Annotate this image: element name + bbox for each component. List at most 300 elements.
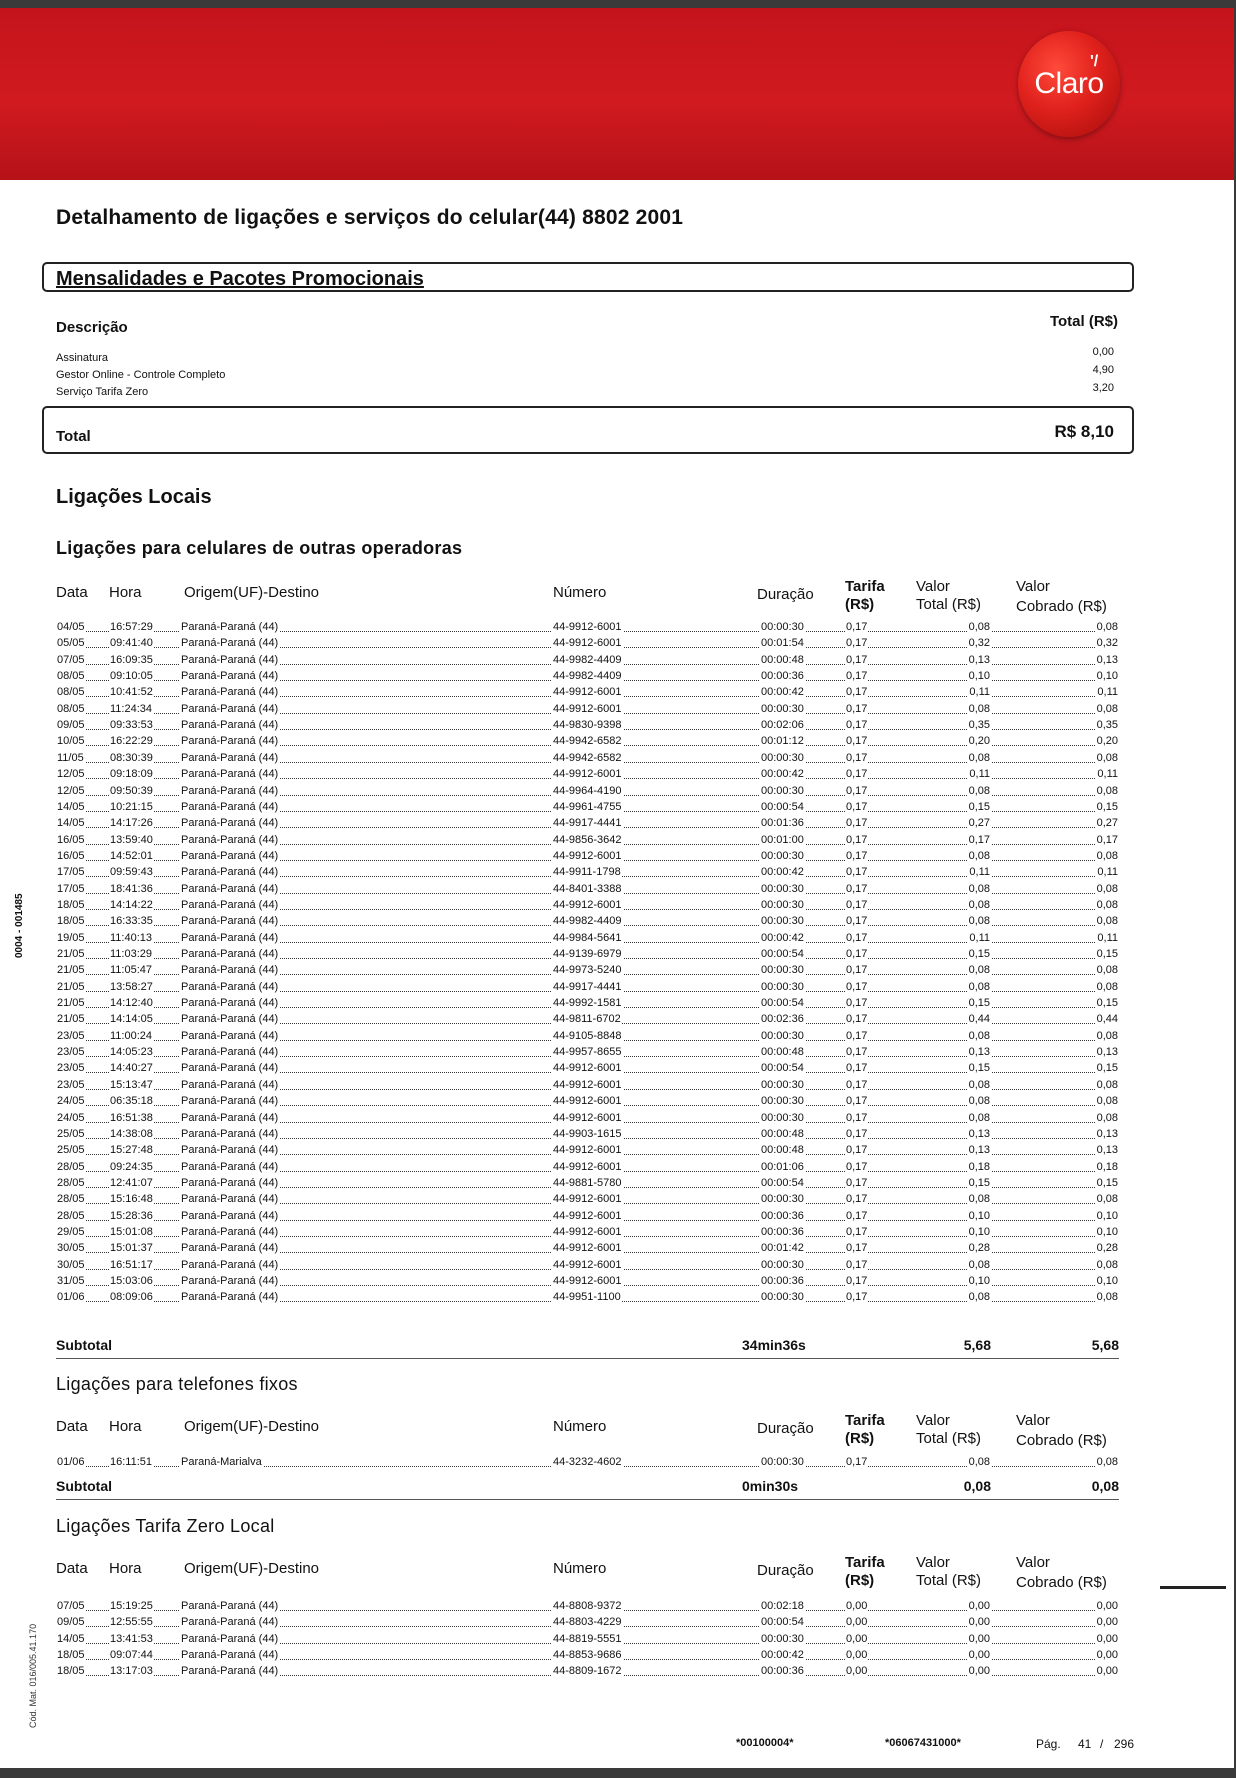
call-duration: 00:00:30 (761, 1078, 804, 1091)
call-rate: 0,17 (846, 1013, 868, 1026)
call-charged-value: 0,08 (1096, 1258, 1118, 1271)
call-total-value: 0,08 (968, 1193, 990, 1206)
call-time: 15:19:25 (110, 1600, 153, 1612)
logo-spark-icon: '/ (1090, 53, 1099, 70)
header-band (0, 8, 1234, 180)
fee-value: 3,20 (1092, 382, 1114, 394)
call-row (56, 733, 1119, 749)
call-total-value: 0,10 (968, 1209, 990, 1222)
column-header-vt-1: Valor (916, 1412, 950, 1429)
call-duration: 00:00:30 (761, 751, 804, 764)
call-charged-value: 0,00 (1096, 1632, 1118, 1645)
call-duration: 00:00:30 (761, 882, 804, 895)
call-row (56, 1224, 1119, 1240)
subtotal-duration: 34min36s (742, 1337, 806, 1353)
call-total-value: 0,10 (968, 670, 990, 683)
call-total-value: 0,13 (968, 1046, 990, 1059)
column-header-tarifa-1: Tarifa (845, 578, 885, 595)
call-duration: 00:00:30 (761, 964, 804, 977)
call-number: 44-9992-1581 (553, 997, 622, 1010)
column-header-hora: Hora (109, 584, 142, 601)
call-route: Paraná-Paraná (44) (181, 849, 279, 862)
call-total-value: 0,08 (968, 964, 990, 977)
call-total-value: 0,10 (968, 1225, 990, 1238)
call-number: 44-9942-6582 (553, 751, 622, 764)
call-rate: 0,17 (846, 882, 868, 895)
call-number: 44-9942-6582 (553, 735, 622, 748)
call-route: Paraná-Paraná (44) (181, 686, 279, 699)
call-row (56, 1077, 1119, 1093)
call-time: 14:14:05 (110, 1013, 153, 1026)
call-number: 44-9912-6001 (553, 621, 622, 633)
call-row (56, 1631, 1119, 1647)
call-rate: 0,17 (846, 948, 868, 960)
page-label: Pág. (1036, 1737, 1061, 1751)
call-duration: 00:00:30 (761, 1258, 804, 1271)
call-date: 18/05 (57, 1665, 85, 1678)
call-duration: 00:00:36 (761, 1275, 804, 1287)
page-separator: / (1100, 1737, 1104, 1751)
subtotal-duration: 0min30s (742, 1478, 799, 1494)
column-header-vt-1: Valor (916, 1554, 950, 1571)
call-charged-value: 0,11 (1097, 686, 1118, 699)
call-duration: 00:00:30 (761, 915, 804, 928)
call-charged-value: 0,15 (1096, 800, 1118, 813)
column-header-numero: Número (553, 1418, 607, 1435)
call-date: 23/05 (57, 1029, 85, 1042)
call-duration: 00:00:30 (761, 784, 804, 797)
call-route: Paraná-Marialva (181, 1456, 262, 1468)
call-time: 14:05:23 (110, 1046, 153, 1059)
call-route: Paraná-Paraná (44) (181, 1160, 279, 1173)
column-header-data: Data (56, 1560, 88, 1577)
call-number: 44-9912-6001 (553, 1111, 622, 1124)
call-number: 44-9912-6001 (553, 898, 622, 911)
tarifa-zero-title: Ligações Tarifa Zero Local (56, 1516, 275, 1536)
call-route: Paraná-Paraná (44) (181, 898, 279, 911)
call-duration: 00:01:12 (761, 735, 804, 748)
call-number: 44-8819-5551 (553, 1632, 622, 1645)
call-route: Paraná-Paraná (44) (181, 882, 279, 895)
column-header-numero: Número (553, 1560, 607, 1577)
call-row (56, 979, 1119, 995)
call-rate: 0,00 (846, 1648, 868, 1661)
call-date: 09/05 (57, 1616, 85, 1629)
call-rate: 0,17 (846, 1225, 868, 1238)
call-charged-value: 0,10 (1096, 1275, 1118, 1287)
call-route: Paraná-Paraná (44) (181, 1665, 279, 1678)
call-route: Paraná-Paraná (44) (181, 1600, 279, 1612)
call-date: 16/05 (57, 849, 85, 862)
column-header-vc-2: Cobrado (R$) (1016, 598, 1107, 615)
call-duration: 00:00:30 (761, 621, 804, 633)
call-time: 12:41:07 (110, 1176, 153, 1189)
call-time: 09:10:05 (110, 670, 153, 683)
call-number: 44-9912-6001 (553, 1193, 622, 1206)
call-row (56, 1208, 1119, 1224)
call-number: 44-9911-1798 (553, 866, 621, 879)
call-charged-value: 0,35 (1096, 719, 1118, 732)
call-total-value: 0,08 (968, 784, 990, 797)
call-route: Paraná-Paraná (44) (181, 1209, 279, 1222)
call-total-value: 0,08 (968, 751, 990, 764)
call-charged-value: 0,08 (1096, 849, 1118, 862)
call-row (56, 1126, 1119, 1142)
total-label: Total (56, 428, 91, 445)
call-time: 13:17:03 (110, 1665, 153, 1678)
call-route: Paraná-Paraná (44) (181, 1144, 279, 1157)
call-date: 07/05 (57, 1600, 85, 1612)
call-total-value: 0,15 (968, 997, 990, 1010)
call-rate: 0,17 (846, 1291, 868, 1304)
call-date: 23/05 (57, 1046, 85, 1059)
call-time: 09:07:44 (110, 1648, 153, 1661)
call-rate: 0,17 (846, 817, 868, 830)
call-number: 44-8803-4229 (553, 1616, 622, 1629)
call-row (56, 750, 1119, 766)
call-time: 13:58:27 (110, 980, 153, 993)
call-rate: 0,00 (846, 1600, 868, 1612)
call-total-value: 0,32 (968, 637, 990, 650)
call-row (56, 783, 1119, 799)
call-duration: 00:01:42 (761, 1242, 804, 1255)
call-charged-value: 0,28 (1096, 1242, 1118, 1255)
call-route: Paraná-Paraná (44) (181, 866, 279, 879)
call-date: 17/05 (57, 882, 85, 895)
call-total-value: 0,20 (968, 735, 990, 748)
fixos-subtotal (56, 1478, 1119, 1498)
subtotal-total-value: 0,08 (963, 1478, 991, 1494)
call-time: 11:00:24 (110, 1029, 153, 1042)
call-route: Paraná-Paraná (44) (181, 768, 279, 781)
column-header-vt-1: Valor (916, 578, 950, 595)
call-number: 44-9912-6001 (553, 686, 622, 699)
call-time: 14:40:27 (110, 1062, 153, 1075)
call-rate: 0,17 (846, 964, 868, 977)
call-duration: 00:00:30 (761, 1111, 804, 1124)
call-number: 44-9982-4409 (553, 653, 622, 666)
total-value: R$ 8,10 (1054, 422, 1114, 441)
call-number: 44-8809-1672 (553, 1665, 622, 1678)
call-rate: 0,17 (846, 670, 868, 683)
call-rate: 0,17 (846, 621, 868, 633)
call-time: 08:30:39 (110, 751, 153, 764)
call-rate: 0,17 (846, 768, 868, 781)
call-time: 16:09:35 (110, 653, 153, 666)
call-charged-value: 0,08 (1096, 621, 1118, 633)
call-number: 44-9982-4409 (553, 670, 622, 683)
call-rate: 0,00 (846, 1665, 868, 1678)
call-route: Paraná-Paraná (44) (181, 653, 279, 666)
call-rate: 0,17 (846, 1062, 868, 1075)
call-row (56, 1159, 1119, 1175)
call-number: 44-9912-6001 (553, 1209, 622, 1222)
call-row (56, 864, 1119, 880)
call-charged-value: 0,11 (1097, 866, 1118, 879)
call-route: Paraná-Paraná (44) (181, 735, 279, 748)
call-row (56, 652, 1119, 668)
call-number: 44-9912-6001 (553, 1095, 622, 1108)
call-date: 04/05 (57, 621, 85, 633)
call-duration: 00:00:36 (761, 670, 804, 683)
call-number: 44-9856-3642 (553, 833, 622, 846)
call-charged-value: 0,08 (1096, 702, 1118, 715)
fee-name: Assinatura (56, 352, 108, 364)
call-date: 30/05 (57, 1258, 85, 1271)
celulares-subtotal (56, 1337, 1119, 1357)
call-number: 44-9139-6979 (553, 948, 622, 960)
total-column-label: Total (R$) (1049, 313, 1118, 330)
call-number: 44-9912-6001 (553, 849, 622, 862)
page-number: 41 (1078, 1737, 1092, 1751)
call-row (56, 946, 1119, 962)
call-total-value: 0,28 (968, 1242, 990, 1255)
call-row (56, 766, 1119, 782)
call-date: 31/05 (57, 1275, 85, 1287)
call-total-value: 0,00 (968, 1600, 990, 1612)
call-total-value: 0,00 (968, 1632, 990, 1645)
call-charged-value: 0,11 (1097, 931, 1118, 944)
call-date: 29/05 (57, 1225, 85, 1238)
call-rate: 0,17 (846, 931, 868, 944)
call-date: 10/05 (57, 735, 85, 748)
call-date: 08/05 (57, 670, 85, 683)
call-route: Paraná-Paraná (44) (181, 1046, 279, 1059)
call-date: 17/05 (57, 866, 85, 879)
description-column-label: Descrição (56, 319, 128, 336)
call-number: 44-9811-6702 (553, 1013, 621, 1026)
column-header-tarifa-1: Tarifa (845, 1412, 885, 1429)
call-number: 44-9912-6001 (553, 1144, 622, 1157)
call-number: 44-8853-9686 (553, 1648, 622, 1661)
call-time: 13:41:53 (110, 1632, 153, 1645)
call-number: 44-9912-6001 (553, 1242, 622, 1255)
call-charged-value: 0,15 (1096, 1062, 1118, 1075)
call-row (56, 1110, 1119, 1126)
call-duration: 00:00:54 (761, 1176, 804, 1189)
call-time: 15:27:48 (110, 1144, 153, 1157)
call-number: 44-9957-8655 (553, 1046, 622, 1059)
call-total-value: 0,44 (968, 1013, 990, 1026)
call-route: Paraná-Paraná (44) (181, 1127, 279, 1140)
call-charged-value: 0,13 (1096, 1144, 1118, 1157)
call-date: 21/05 (57, 964, 85, 977)
call-rate: 0,17 (846, 719, 868, 732)
call-time: 16:22:29 (110, 735, 153, 748)
call-rate: 0,17 (846, 849, 868, 862)
column-header-vt-2: Total (R$) (916, 596, 982, 613)
call-duration: 00:02:36 (761, 1013, 804, 1026)
call-charged-value: 0,00 (1096, 1665, 1118, 1678)
column-header-hora: Hora (109, 1560, 142, 1577)
call-route: Paraná-Paraná (44) (181, 833, 279, 846)
call-rate: 0,17 (846, 1275, 868, 1287)
call-route: Paraná-Paraná (44) (181, 817, 279, 830)
call-rate: 0,17 (846, 1193, 868, 1206)
call-row (56, 1273, 1119, 1289)
call-route: Paraná-Paraná (44) (181, 670, 279, 683)
subtotal-label: Subtotal (56, 1478, 112, 1494)
call-row (56, 1454, 1119, 1470)
call-charged-value: 0,13 (1096, 653, 1118, 666)
call-number: 44-9917-4441 (553, 817, 622, 830)
call-charged-value: 0,13 (1096, 1046, 1118, 1059)
call-row (56, 995, 1119, 1011)
subtotal-charged-value: 0,08 (1091, 1478, 1119, 1494)
call-route: Paraná-Paraná (44) (181, 1078, 279, 1091)
call-total-value: 0,15 (968, 1062, 990, 1075)
call-charged-value: 0,32 (1096, 637, 1118, 650)
call-total-value: 0,00 (968, 1648, 990, 1661)
call-rate: 0,17 (846, 1176, 868, 1189)
call-route: Paraná-Paraná (44) (181, 1648, 279, 1661)
call-row (56, 1614, 1119, 1630)
call-rate: 0,17 (846, 653, 868, 666)
call-date: 11/05 (57, 751, 84, 764)
call-charged-value: 0,00 (1096, 1600, 1118, 1612)
fee-value: 0,00 (1092, 346, 1114, 358)
call-rate: 0,17 (846, 1456, 868, 1468)
call-time: 14:38:08 (110, 1127, 153, 1140)
call-rate: 0,17 (846, 833, 868, 846)
call-route: Paraná-Paraná (44) (181, 751, 279, 764)
call-duration: 00:00:54 (761, 948, 804, 960)
call-time: 14:12:40 (110, 997, 153, 1010)
call-time: 10:21:15 (110, 800, 153, 813)
call-total-value: 0,08 (968, 882, 990, 895)
call-row (56, 1663, 1119, 1679)
call-rate: 0,17 (846, 1144, 868, 1157)
call-number: 44-9912-6001 (553, 1275, 622, 1287)
call-route: Paraná-Paraná (44) (181, 915, 279, 928)
call-rate: 0,17 (846, 898, 868, 911)
call-rate: 0,17 (846, 1046, 868, 1059)
celulares-title: Ligações para celulares de outras operadoras (56, 538, 463, 558)
call-total-value: 0,08 (968, 980, 990, 993)
call-total-value: 0,08 (968, 1095, 990, 1108)
call-total-value: 0,08 (968, 1029, 990, 1042)
call-time: 10:41:52 (110, 686, 153, 699)
call-total-value: 0,11 (969, 866, 990, 879)
call-time: 09:18:09 (110, 768, 153, 781)
call-duration: 00:00:36 (761, 1209, 804, 1222)
fixos-title: Ligações para telefones fixos (56, 1374, 298, 1394)
call-rate: 0,17 (846, 751, 868, 764)
call-row (56, 717, 1119, 733)
call-duration: 00:01:00 (761, 833, 804, 846)
call-charged-value: 0,11 (1097, 768, 1118, 781)
call-total-value: 0,00 (968, 1665, 990, 1678)
call-row (56, 668, 1119, 684)
call-duration: 00:00:42 (761, 931, 804, 944)
call-number: 44-8808-9372 (553, 1600, 622, 1612)
call-duration: 00:00:30 (761, 1095, 804, 1108)
call-charged-value: 0,08 (1096, 915, 1118, 928)
call-total-value: 0,08 (968, 915, 990, 928)
call-duration: 00:01:36 (761, 817, 804, 830)
call-date: 19/05 (57, 931, 85, 944)
call-date: 30/05 (57, 1242, 85, 1255)
call-duration: 00:00:42 (761, 686, 804, 699)
call-duration: 00:02:06 (761, 719, 804, 732)
call-date: 08/05 (57, 686, 85, 699)
call-number: 44-9912-6001 (553, 702, 622, 715)
call-row (56, 848, 1119, 864)
call-time: 09:59:43 (110, 866, 153, 879)
call-rate: 0,17 (846, 637, 868, 650)
call-duration: 00:00:30 (761, 1193, 804, 1206)
call-charged-value: 0,08 (1096, 784, 1118, 797)
call-row (56, 832, 1119, 848)
column-header-origem: Origem(UF)-Destino (184, 584, 320, 601)
call-duration: 00:00:30 (761, 1291, 804, 1304)
call-time: 14:14:22 (110, 898, 153, 911)
column-header-hora: Hora (109, 1418, 142, 1435)
side-material-code: Cód. Mat. 016/005.41.170 (28, 1623, 38, 1728)
call-total-value: 0,15 (968, 948, 990, 960)
call-duration: 00:01:54 (761, 637, 804, 650)
subtotal-charged-value: 5,68 (1091, 1337, 1119, 1353)
call-time: 11:40:13 (110, 931, 153, 944)
column-header-origem: Origem(UF)-Destino (184, 1560, 320, 1577)
call-number: 44-9982-4409 (553, 915, 622, 928)
call-charged-value: 0,44 (1096, 1013, 1118, 1026)
call-duration: 00:00:48 (761, 1046, 804, 1059)
call-charged-value: 0,15 (1096, 948, 1118, 960)
call-charged-value: 0,20 (1096, 735, 1118, 748)
call-total-value: 0,08 (968, 702, 990, 715)
call-number: 44-3232-4602 (553, 1456, 622, 1468)
side-control-code: 0004 - 001485 (14, 893, 25, 958)
call-duration: 00:00:48 (761, 1127, 804, 1140)
call-row (56, 1175, 1119, 1191)
call-row (56, 635, 1119, 651)
call-date: 23/05 (57, 1062, 85, 1075)
call-rate: 0,17 (846, 980, 868, 993)
call-rate: 0,17 (846, 686, 868, 699)
call-duration: 00:02:18 (761, 1600, 804, 1612)
column-header-vc-2: Cobrado (R$) (1016, 1574, 1107, 1591)
call-date: 14/05 (57, 1632, 85, 1645)
call-number: 44-9903-1615 (553, 1127, 622, 1140)
call-duration: 00:00:48 (761, 653, 804, 666)
call-charged-value: 0,08 (1096, 1111, 1118, 1124)
call-charged-value: 0,08 (1096, 1078, 1118, 1091)
page-title: Detalhamento de ligações e serviços do celular(44) 8802 2001 (56, 206, 684, 229)
call-time: 15:03:06 (110, 1275, 153, 1287)
call-number: 44-9912-6001 (553, 1258, 622, 1271)
call-time: 11:03:29 (110, 948, 153, 960)
call-total-value: 0,13 (968, 1144, 990, 1157)
call-route: Paraná-Paraná (44) (181, 964, 279, 977)
call-rate: 0,17 (846, 1160, 868, 1173)
call-route: Paraná-Paraná (44) (181, 621, 279, 633)
call-charged-value: 0,18 (1096, 1160, 1118, 1173)
call-row (56, 1647, 1119, 1663)
column-header-vc-1: Valor (1016, 1412, 1050, 1429)
column-header-numero: Número (553, 584, 607, 601)
call-row (56, 962, 1119, 978)
call-charged-value: 0,27 (1096, 817, 1118, 830)
call-rate: 0,17 (846, 702, 868, 715)
call-total-value: 0,08 (968, 1456, 990, 1468)
call-charged-value: 0,08 (1096, 898, 1118, 911)
call-total-value: 0,08 (968, 621, 990, 633)
call-route: Paraná-Paraná (44) (181, 1291, 279, 1304)
call-total-value: 0,08 (968, 1291, 990, 1304)
logo-text: Claro (1034, 67, 1104, 100)
call-duration: 00:00:54 (761, 1062, 804, 1075)
